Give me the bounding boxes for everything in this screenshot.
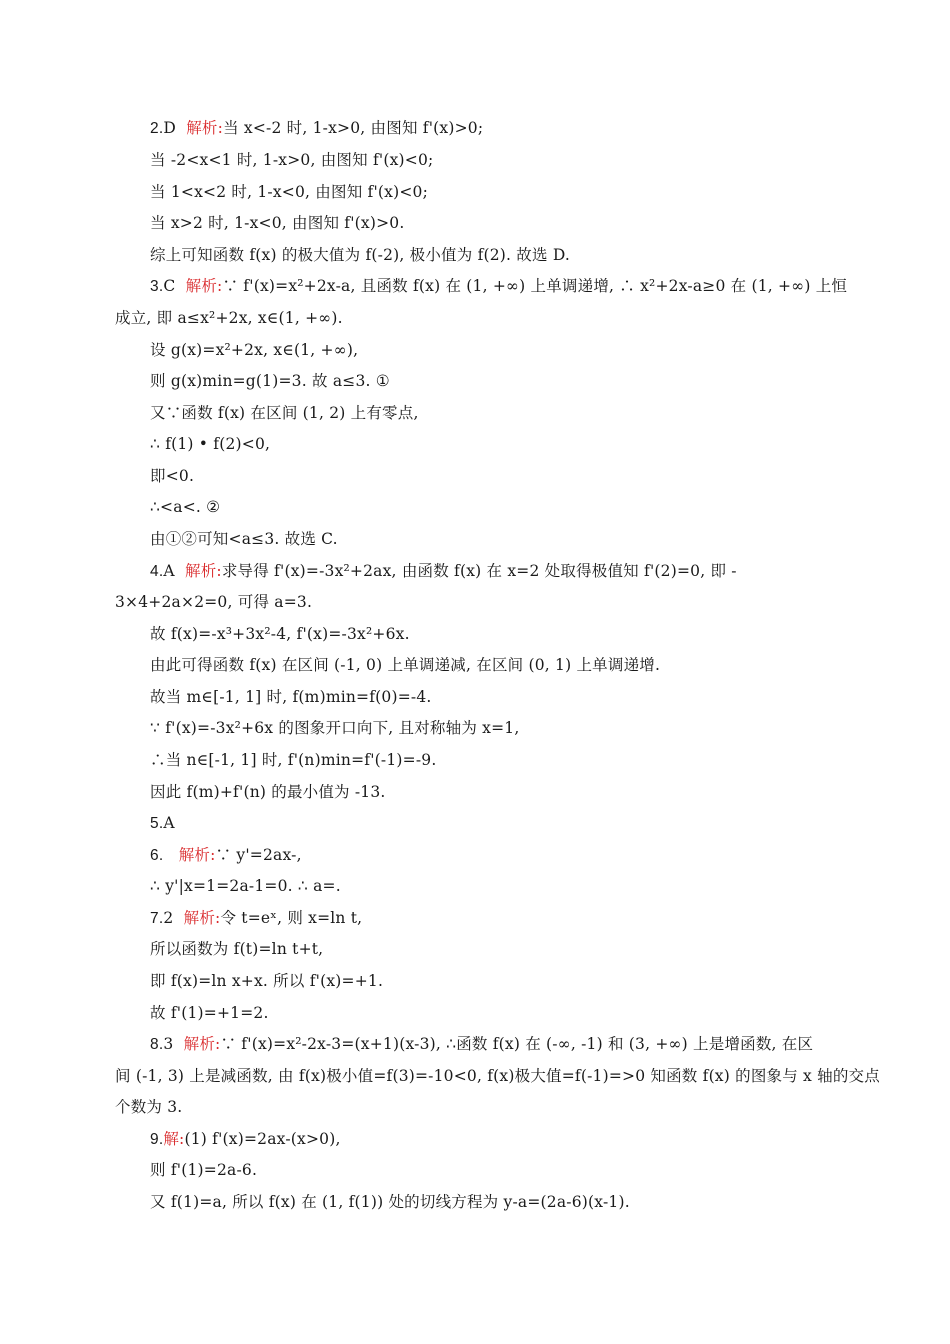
line-text: 又 f(1)=a, 所以 f(x) 在 (1, f(1)) 处的切线方程为 y-a=(2a-6)(x-1). <box>150 1193 630 1211</box>
answer-choice: D <box>163 119 176 137</box>
answer-line <box>150 750 840 770</box>
line-text: ∵ f'(x)=x²+2x-a, 且函数 f(x) 在 (1, +∞) 上单调递增, ∴ x²+2x-a≥0 在 (1, +∞) 上恒 <box>222 277 848 295</box>
answer-line <box>150 782 840 802</box>
line-text: 求导得 f'(x)=-3x²+2ax, 由函数 f(x) 在 x=2 处取得极值知 f'(2)=0, 即 - <box>221 562 737 580</box>
answer-line <box>150 624 840 644</box>
line-text: 所以函数为 f(t)=ln t+t, <box>150 940 324 958</box>
line-text: 成立, 即 a≤x²+2x, x∈(1, +∞). <box>115 309 343 327</box>
answer-line <box>150 150 840 170</box>
answer-line <box>115 592 840 612</box>
analysis-label: 解析: <box>185 562 222 580</box>
answer-line <box>150 939 840 959</box>
line-text: (1) f'(x)=2ax-(x>0), <box>184 1130 341 1148</box>
line-text: ∵ f'(x)=x²-2x-3=(x+1)(x-3), ∴函数 f(x) 在 (-∞, -1) 和 (3, +∞) 上是增函数, 在区 <box>220 1035 814 1053</box>
line-text: 则 g(x)min=g(1)=3. 故 a≤3. ① <box>150 372 390 390</box>
line-text: 当 x>2 时, 1-x<0, 由图知 f'(x)>0. <box>150 214 405 232</box>
analysis-label: 解析: <box>183 1035 221 1053</box>
question-number: 4. <box>150 563 164 580</box>
answer-line <box>150 876 840 896</box>
question-number: 8. <box>150 1036 164 1053</box>
analysis-label: 解析: <box>178 846 216 864</box>
analysis-label: 解析: <box>186 119 224 137</box>
question-number: 6. <box>150 847 164 864</box>
answer-line <box>150 655 840 675</box>
answer-line <box>115 1097 840 1117</box>
answer-line <box>150 1003 840 1023</box>
answer-line <box>150 1160 840 1180</box>
line-text: 即<0. <box>150 467 195 485</box>
line-text: 个数为 3. <box>115 1098 183 1116</box>
line-text: 故当 m∈[-1, 1] 时, f(m)min=f(0)=-4. <box>150 688 432 706</box>
answer-line <box>150 971 840 991</box>
line-text: 令 t=eˣ, 则 x=ln t, <box>220 909 363 927</box>
line-text: 故 f(x)=-x³+3x²-4, f'(x)=-3x²+6x. <box>150 625 410 643</box>
answer-choice: C <box>163 277 176 295</box>
question-number: 7. <box>150 910 164 927</box>
answer-line <box>150 529 840 549</box>
line-text: ∴当 n∈[-1, 1] 时, f'(n)min=f'(-1)=-9. <box>150 751 437 769</box>
answer-line <box>150 371 840 391</box>
answer-line <box>150 845 840 866</box>
question-number: 2. <box>150 120 164 137</box>
answer-line <box>150 276 848 297</box>
line-text: 故 f'(1)=+1=2. <box>150 1004 269 1022</box>
analysis-label: 解析: <box>185 277 223 295</box>
answer-line <box>150 118 840 139</box>
answer-line <box>150 213 840 233</box>
answer-choice: 2 <box>163 909 174 927</box>
line-text: 当 x<-2 时, 1-x>0, 由图知 f'(x)>0; <box>223 119 484 137</box>
line-text: 当 1<x<2 时, 1-x<0, 由图知 f'(x)<0; <box>150 183 429 201</box>
answer-line <box>150 1129 840 1150</box>
answer-line <box>150 403 840 423</box>
answer-choice: 3 <box>163 1035 174 1053</box>
line-text: ∵ y'=2ax-, <box>215 846 302 864</box>
analysis-label: 解析: <box>183 909 221 927</box>
answer-line <box>150 718 840 738</box>
line-text: 由①②可知<a≤3. 故选 C. <box>150 530 338 548</box>
answer-choice: A <box>163 814 175 832</box>
line-text: 当 -2<x<1 时, 1-x>0, 由图知 f'(x)<0; <box>150 151 434 169</box>
line-text: 3×4+2a×2=0, 可得 a=3. <box>115 593 313 611</box>
answer-choice: A <box>163 562 175 580</box>
question-number: 5. <box>150 815 164 832</box>
answer-line <box>150 434 840 454</box>
answer-line <box>115 1066 880 1086</box>
line-text: 因此 f(m)+f'(n) 的最小值为 -13. <box>150 783 386 801</box>
answer-line <box>150 466 840 486</box>
answer-line <box>150 813 840 834</box>
question-number: 9. <box>150 1131 164 1148</box>
line-text: ∴<a<. ② <box>150 498 221 516</box>
line-text: 综上可知函数 f(x) 的极大值为 f(-2), 极小值为 f(2). 故选 D. <box>150 246 571 264</box>
line-text: ∴ y'|x=1=2a-1=0. ∴ a=. <box>150 877 341 895</box>
answer-line <box>150 908 840 929</box>
line-text: 又∵函数 f(x) 在区间 (1, 2) 上有零点, <box>150 404 419 422</box>
question-number: 3. <box>150 278 164 295</box>
answer-line <box>150 497 840 517</box>
answer-line <box>150 340 840 360</box>
line-text: 设 g(x)=x²+2x, x∈(1, +∞), <box>150 341 359 359</box>
answer-line <box>115 308 840 328</box>
answer-line <box>150 1192 840 1212</box>
answer-line <box>150 1034 840 1055</box>
answer-line <box>150 245 840 265</box>
answer-line <box>150 687 840 707</box>
line-text: 即 f(x)=ln x+x. 所以 f'(x)=+1. <box>150 972 384 990</box>
line-text: 则 f'(1)=2a-6. <box>150 1161 258 1179</box>
solution-label: 解: <box>163 1130 185 1148</box>
line-text: ∴ f(1) • f(2)<0, <box>150 435 271 453</box>
line-text: ∵ f'(x)=-3x²+6x 的图象开口向下, 且对称轴为 x=1, <box>150 719 520 737</box>
answer-line <box>150 182 840 202</box>
line-text: 间 (-1, 3) 上是减函数, 由 f(x)极小值=f(3)=-10<0, f(x)极大值=f(-1)=>0 知函数 f(x) 的图象与 x 轴的交点 <box>115 1067 880 1085</box>
answer-line <box>150 561 840 582</box>
line-text: 由此可得函数 f(x) 在区间 (-1, 0) 上单调递减, 在区间 (0, 1) 上单调递增. <box>150 656 661 674</box>
